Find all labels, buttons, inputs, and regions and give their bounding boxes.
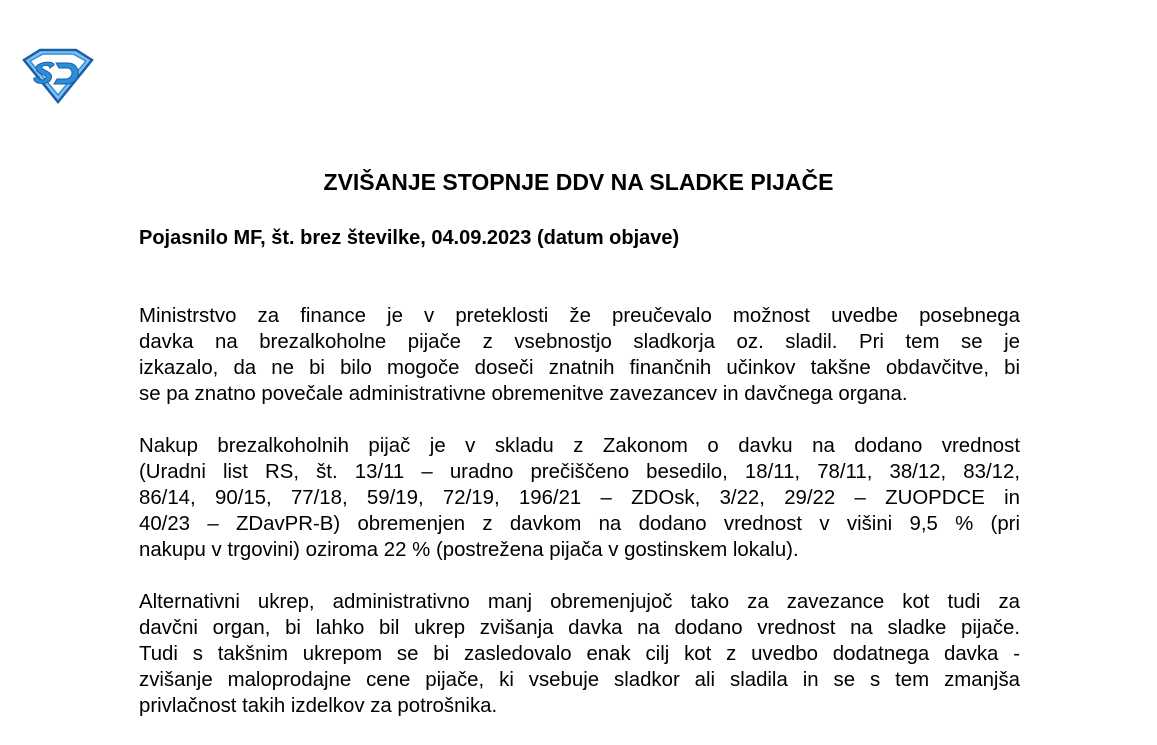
paragraph-3 bbox=[139, 589, 1020, 719]
document-title: ZVIŠANJE STOPNJE DDV NA SLADKE PIJAČE bbox=[323, 169, 834, 195]
paragraph-line: Alternativni ukrep, administrativno manj obremenjujoč tako za zavezance kot tudi za bbox=[139, 591, 1020, 613]
document-subtitle: Pojasnilo MF, št. brez številke, 04.09.2023 (datum objave) bbox=[139, 227, 680, 249]
paragraph-line: 86/14, 90/15, 77/18, 59/19, 72/19, 196/21 – ZDOsk, 3/22, 29/22 – ZUOPDCE in bbox=[139, 487, 1020, 509]
paragraph-line: zvišanje maloprodajne cene pijače, ki vsebuje sladkor ali sladila in se s tem zmanjša bbox=[139, 669, 1020, 691]
paragraph-line: privlačnost takih izdelkov za potrošnika. bbox=[139, 695, 498, 717]
paragraph-line: Ministrstvo za finance je v preteklosti že preučevalo možnost uvedbe posebnega bbox=[139, 305, 1020, 327]
paragraph-2 bbox=[139, 433, 1020, 563]
company-logo-icon bbox=[20, 46, 96, 104]
paragraph-line: nakupu v trgovini) oziroma 22 % (postrežena pijača v gostinskem lokalu). bbox=[139, 539, 799, 561]
paragraph-1 bbox=[139, 303, 1020, 407]
paragraph-line: izkazalo, da ne bi bilo mogoče doseči znatnih finančnih učinkov takšne obdavčitve, bi bbox=[139, 357, 1020, 379]
paragraph-line: Tudi s takšnim ukrepom se bi zasledovalo enak cilj kot z uvedbo dodatnega davka - bbox=[139, 643, 1020, 665]
paragraph-line: Nakup brezalkoholnih pijač je v skladu z Zakonom o davku na dodano vrednost bbox=[139, 435, 1020, 457]
paragraph-line: davka na brezalkoholne pijače z vsebnostjo sladkorja oz. sladil. Pri tem se je bbox=[139, 331, 1020, 353]
paragraph-line: 40/23 – ZDavPR-B) obremenjen z davkom na dodano vrednost v višini 9,5 % (pri bbox=[139, 513, 1020, 535]
paragraph-line: (Uradni list RS, št. 13/11 – uradno prečiščeno besedilo, 18/11, 78/11, 38/12, 83/12, bbox=[139, 461, 1020, 483]
paragraph-line: se pa znatno povečale administrativne obremenitve zavezancev in davčnega organa. bbox=[139, 383, 908, 405]
document-body bbox=[139, 303, 1020, 745]
paragraph-line: davčni organ, bi lahko bil ukrep zvišanja davka na dodano vrednost na sladke pijače. bbox=[139, 617, 1020, 639]
